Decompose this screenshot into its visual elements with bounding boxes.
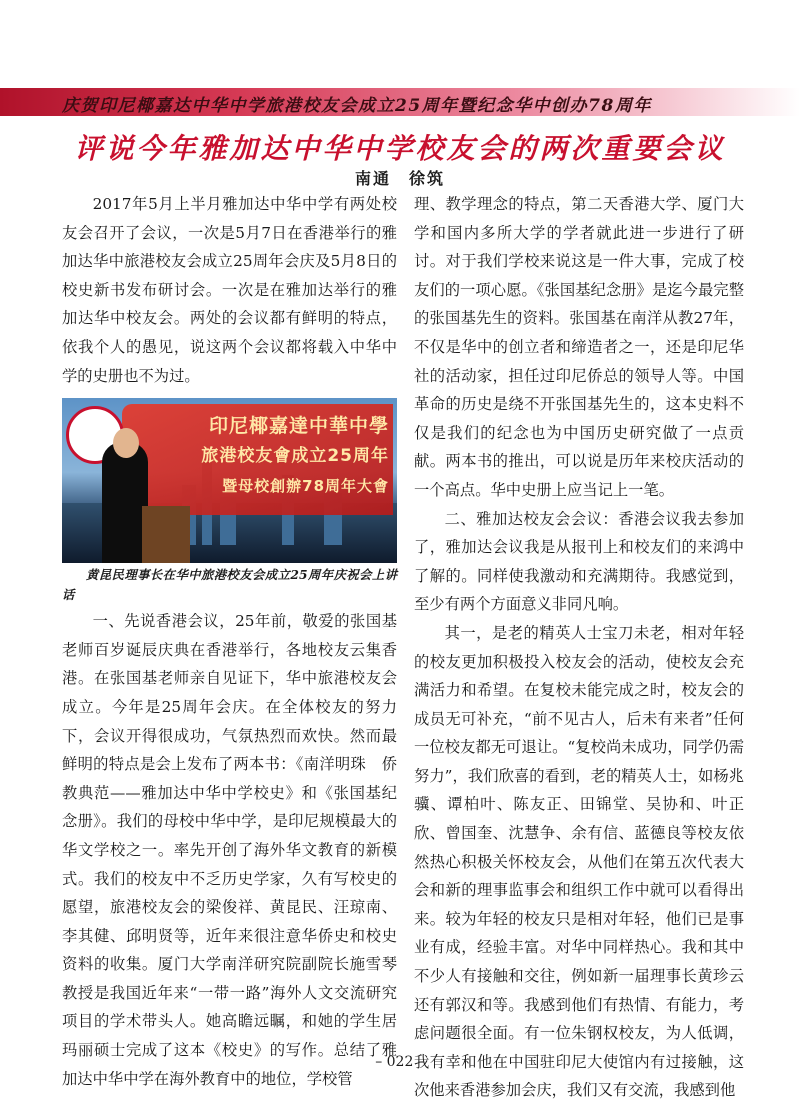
photo-sign-line3: 暨母校創辦78周年大會: [222, 477, 389, 496]
page-number: – 022 –: [375, 1054, 425, 1070]
event-photo: [62, 398, 397, 563]
banner-text: 庆贺印尼椰嘉达中华中学旅港校友会成立25周年暨纪念华中创办78周年: [62, 96, 652, 116]
paragraph: 理、教学理念的特点，第二天香港大学、厦门大学和国内多所大学的学者就此进一步进行了研讨。对于我们学校来说这是一件大事，完成了校友们的一项心愿。《张国基纪念册》是迄今最完整的张国基先生的资料。张国基在南洋从教27年，不仅是华中的创立者和缔造者之一，还是印尼华社的活动家，担任过印尼侨总的领导人等。中国革命的历史是绕不开张国基先生的，这本史料不仅是我们的纪念也为中国历史研究做了一点贡献。两本书的推出，可以说是历年来校庆活动的一个高点。华中史册上应当记上一笔。: [414, 195, 744, 499]
paragraph: 2017年5月上半月雅加达中华中学有两处校友会召开了会议，一次是5月7日在香港举行的雅加达华中旅港校友会成立25周年会庆及5月8日的校史新书发布研讨会。一次是在雅加达举行的雅加达华中校友会。两处的会议都有鲜明的特点，依我个人的愚见，说这两个会议都将载入中华中学的史册也不为过。: [62, 195, 397, 385]
speaker-head: [113, 428, 139, 458]
right-column: [414, 190, 744, 1105]
paragraph: 二、雅加达校友会会议：香港会议我去参加了，雅加达会议我是从报刊上和校友们的来鸿中了解的。同样使我激动和充满期待。我感觉到，至少有两个方面意义非同凡响。: [414, 509, 744, 614]
article-title: 评说今年雅加达中华中学校友会的两次重要会议: [74, 132, 726, 165]
left-column: [62, 190, 397, 1093]
photo-sign-line2: 旅港校友會成立25周年: [201, 446, 389, 467]
lectern: [142, 506, 190, 563]
photo-caption: 黄昆民理事长在华中旅港校友会成立25周年庆祝会上讲话: [62, 567, 397, 603]
paragraph: 其一，是老的精英人士宝刀未老，相对年轻的校友更加积极投入校友会的活动，使校友会充满活力和希望。在复校未能完成之时，校友会的成员无可补充，“前不见古人，后未有来者”任何一位校友都无可退让。“复校尚未成功，同学仍需努力”，我们欣喜的看到，老的精英人士，如杨兆骥、谭柏叶、陈友正、田锦堂、吴协和、叶正欣、曾国奎、沈慧争、余有信、蓝德良等校友依然热心积极关怀校友会，从他们在第五次代表大会和新的理事监事会和组织工作中就可以看得出来。较为年轻的校友只是相对年轻，他们已是事业有成，经验丰富。对华中同样热心。我和其中不少人有接触和交往，例如新一届理事长黄珍云还有郭汉和等。我感到他们有热情、有能力，考虑问题很全面。有一位朱钢权校友，为人低调，我有幸和他在中国驻印尼大使馆内有过接触，这次他来香港参加会庆，我们又有交流，我感到他: [414, 623, 744, 1100]
photo-sign-line1: 印尼椰嘉達中華中學: [208, 415, 389, 438]
paragraph: 一、先说香港会议，25年前，敬爱的张国基老师百岁诞辰庆典在香港举行，各地校友云集香港。在张国基老师亲自见证下，华中旅港校友会成立。今年是25周年会庆。在全体校友的努力下，会议开得很成功，气氛热烈而欢快。然而最鲜明的特点是会上发布了两本书：《南洋明珠 侨教典范——雅加达中华中学校史》和《张国基纪念册》。我们的母校中华中学，是印尼规模最大的华文学校之一。率先开创了海外华文教育的新模式。我们的校友中不乏历史学家，久有写校史的愿望，旅港校友会的梁俊祥、黄昆民、汪琼南、李其健、邱明贤等，近年来很注意华侨史和校史资料的收集。厦门大学南洋研究院副院长施雪琴教授是我国近年来“一带一路”海外人文交流研究项目的学术带头人。她高瞻远瞩，和她的学生居玛丽硕士完成了这本《校史》的写作。总结了雅加达中华中学在海外教育中的地位，学校管: [62, 612, 397, 1088]
article-author: 南通 徐筑: [354, 169, 445, 188]
